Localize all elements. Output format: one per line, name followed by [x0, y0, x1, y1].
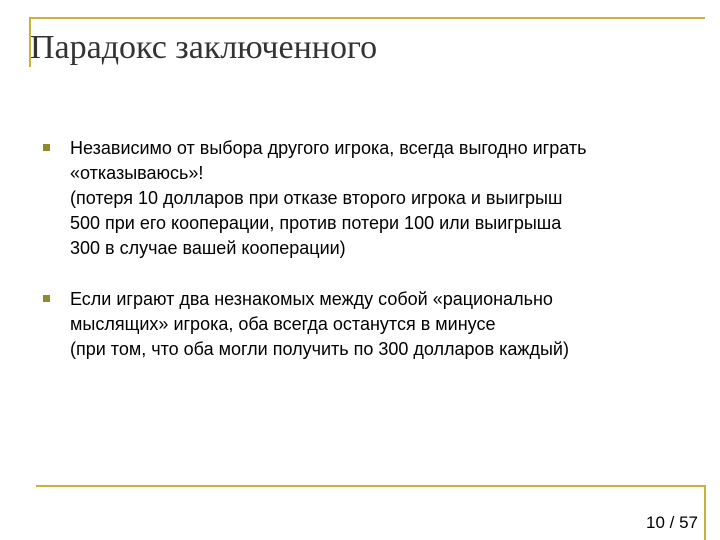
- page-number: 10 / 57: [646, 513, 698, 532]
- decorative-top-line: [29, 17, 705, 19]
- slide-title: Парадокс заключенного: [30, 29, 378, 66]
- bullet-text-line: Независимо от выбора другого игрока, всегда выгодно играть: [70, 138, 587, 158]
- bullet-text-line: «отказываюсь»!: [70, 163, 204, 183]
- bullet-text-line: 300 в случае вашей кооперации): [70, 238, 346, 258]
- bullet-text-line: (потеря 10 долларов при отказе второго игрока и выигрыш: [70, 188, 563, 208]
- bullet-text-line: 500 при его кооперации, против потери 100 или выигрыша: [70, 213, 562, 233]
- decorative-bottom-line: [36, 485, 706, 487]
- square-bullet-icon: [43, 295, 50, 302]
- bullet-text-line: мыслящих» игрока, оба всегда останутся в минусе: [70, 314, 496, 334]
- bullet-text: [70, 136, 700, 261]
- bullet-text-line: (при том, что оба могли получить по 300 долларов каждый): [70, 339, 569, 359]
- square-bullet-icon: [43, 144, 50, 151]
- bullet-text-line: Если играют два незнакомых между собой «рационально: [70, 289, 553, 309]
- bullet-text: [70, 287, 700, 362]
- decorative-right-line: [704, 485, 706, 540]
